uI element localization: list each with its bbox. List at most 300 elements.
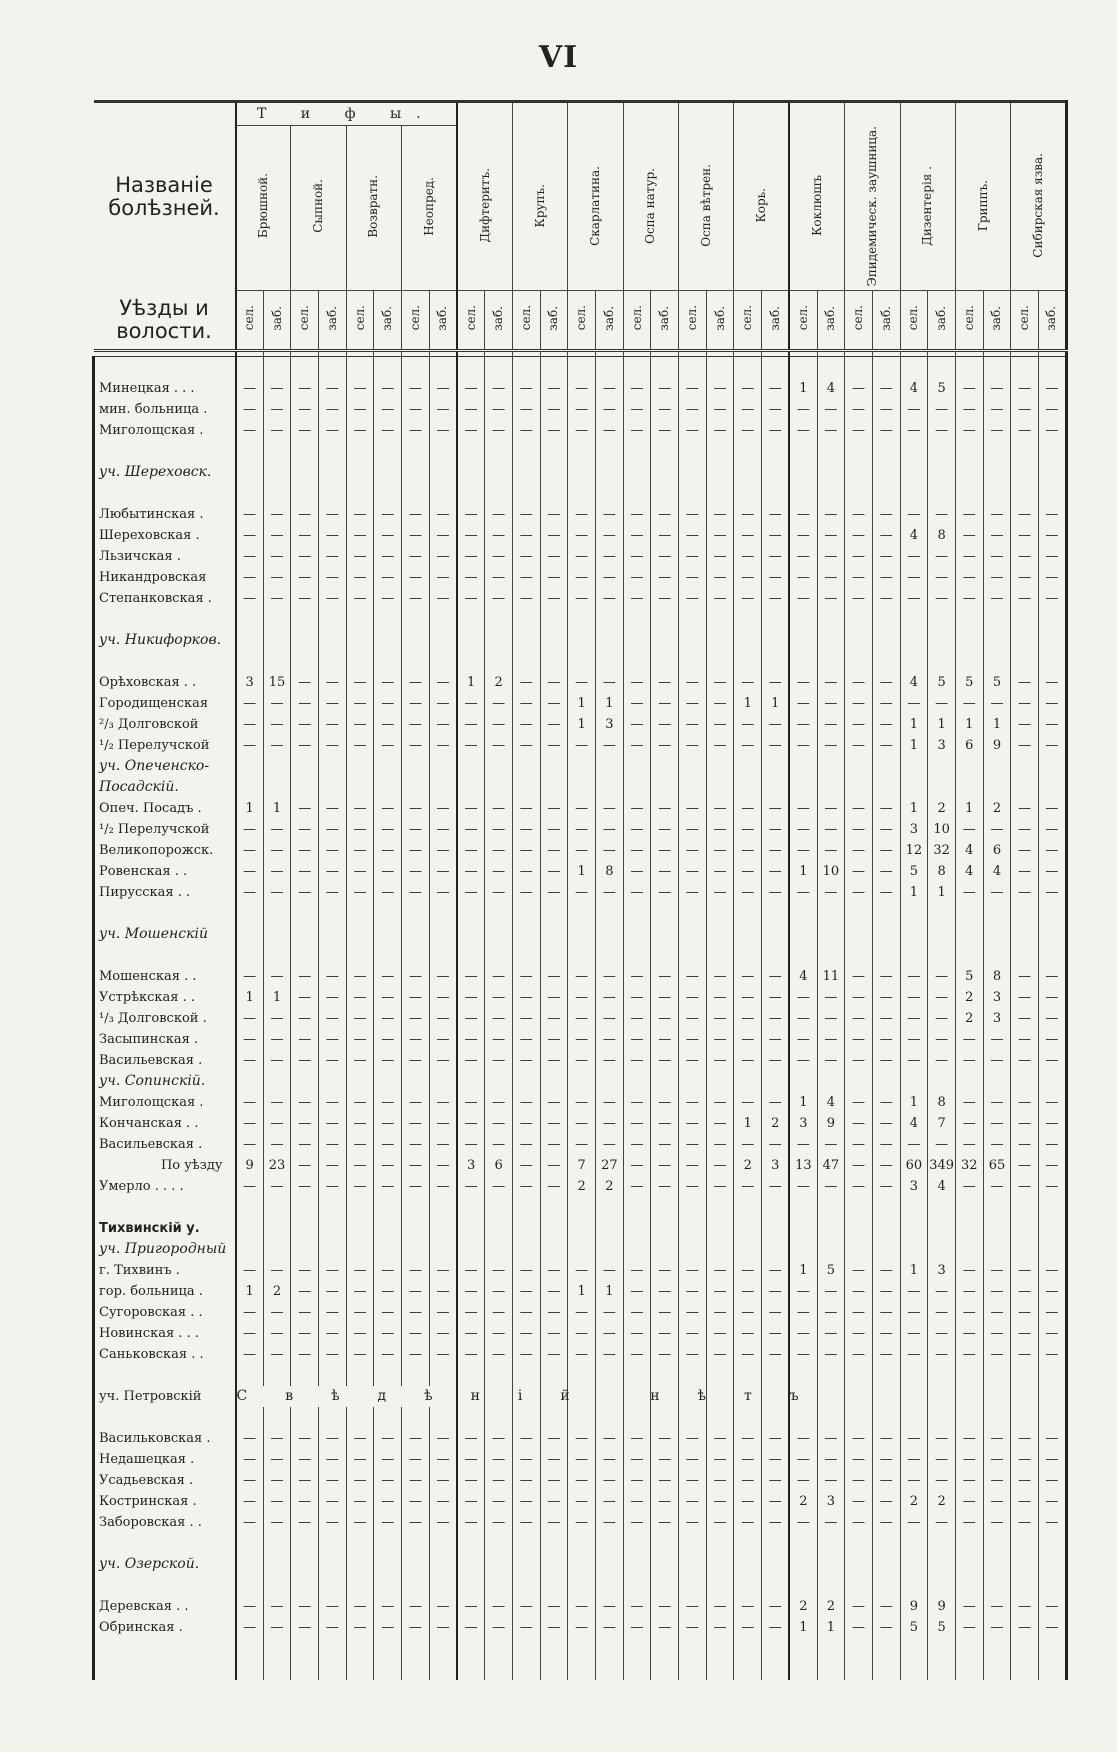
table-cell — [651, 1407, 679, 1428]
table-cell: — — [374, 1596, 402, 1617]
table-cell — [928, 777, 956, 798]
table-cell — [955, 483, 983, 504]
table-cell: — — [872, 567, 900, 588]
subheader-label: заб. — [324, 305, 339, 331]
table-cell: — — [983, 378, 1011, 399]
table-cell: — — [679, 1323, 707, 1344]
table-cell — [457, 903, 485, 924]
table-cell — [568, 945, 596, 966]
table-cell: — — [1011, 1176, 1039, 1197]
table-cell: 1 — [734, 1113, 762, 1134]
table-cell: — — [457, 1050, 485, 1071]
row-label: Деревская . . — [94, 1596, 236, 1617]
table-cell: 1 — [789, 861, 817, 882]
table-cell: 3 — [457, 1155, 485, 1176]
table-cell — [651, 924, 679, 945]
table-row — [94, 1281, 1067, 1302]
table-cell: 1 — [568, 1281, 596, 1302]
table-cell: — — [623, 798, 651, 819]
table-cell: — — [374, 588, 402, 609]
table-row — [94, 1302, 1067, 1323]
disease-name-header: Названіе болѣзней. — [108, 172, 220, 220]
table-cell — [512, 630, 540, 651]
table-cell: — — [1011, 1260, 1039, 1281]
table-cell: — — [623, 504, 651, 525]
row-label-empty — [94, 1575, 236, 1596]
table-cell: — — [679, 1428, 707, 1449]
table-cell — [651, 483, 679, 504]
table-cell: — — [706, 1449, 734, 1470]
table-cell — [540, 1554, 568, 1575]
table-cell — [457, 1071, 485, 1092]
table-cell — [955, 1575, 983, 1596]
table-cell: — — [291, 378, 319, 399]
table-cell: — — [319, 1428, 347, 1449]
table-cell — [789, 1071, 817, 1092]
row-label-empty — [94, 1638, 236, 1659]
table-cell: — — [346, 1134, 374, 1155]
spacer-row — [94, 945, 1067, 966]
table-cell — [596, 483, 624, 504]
table-cell: — — [706, 1155, 734, 1176]
table-cell — [346, 356, 374, 378]
section-header-row — [94, 462, 1067, 483]
table-cell: — — [734, 1470, 762, 1491]
table-cell: 2 — [955, 1008, 983, 1029]
table-cell — [485, 1533, 513, 1554]
table-cell — [1011, 945, 1039, 966]
table-cell: 1 — [900, 714, 928, 735]
table-cell — [1011, 777, 1039, 798]
table-cell — [1011, 609, 1039, 630]
table-cell: — — [1039, 966, 1067, 987]
table-cell: — — [679, 420, 707, 441]
table-cell — [319, 356, 347, 378]
table-cell: — — [596, 1302, 624, 1323]
table-cell — [983, 924, 1011, 945]
table-cell: 2 — [928, 1491, 956, 1512]
table-cell: — — [485, 588, 513, 609]
table-cell — [928, 756, 956, 777]
table-cell — [955, 1554, 983, 1575]
table-cell — [817, 1575, 845, 1596]
table-cell — [402, 651, 430, 672]
row-label: Устрѣкская . . — [94, 987, 236, 1008]
table-cell: — — [346, 1617, 374, 1638]
table-cell: 1 — [596, 693, 624, 714]
table-cell — [291, 1575, 319, 1596]
table-cell: — — [706, 1176, 734, 1197]
table-cell — [429, 483, 457, 504]
table-cell: — — [872, 987, 900, 1008]
table-cell — [263, 1575, 291, 1596]
table-cell: — — [623, 819, 651, 840]
table-cell: 1 — [900, 798, 928, 819]
table-cell — [540, 1659, 568, 1680]
table-cell — [485, 609, 513, 630]
row-label: Сугоровская . . — [94, 1302, 236, 1323]
table-cell — [1039, 1407, 1067, 1428]
table-cell: — — [596, 1323, 624, 1344]
table-cell — [263, 903, 291, 924]
table-cell: — — [263, 1323, 291, 1344]
header-top-spacer — [457, 102, 512, 126]
table-cell: — — [1039, 861, 1067, 882]
table-cell: — — [623, 1428, 651, 1449]
subheader-label: заб. — [491, 305, 506, 331]
table-cell: — — [319, 525, 347, 546]
table-cell: — — [429, 588, 457, 609]
table-cell: — — [263, 546, 291, 567]
table-cell — [651, 1239, 679, 1260]
table-cell: — — [928, 399, 956, 420]
table-cell: — — [429, 420, 457, 441]
row-label: Засыпинская . — [94, 1029, 236, 1050]
table-cell: — — [540, 672, 568, 693]
table-cell: — — [817, 1323, 845, 1344]
table-cell: — — [679, 1008, 707, 1029]
table-cell — [706, 1197, 734, 1218]
table-cell: — — [263, 504, 291, 525]
table-cell — [900, 756, 928, 777]
row-label: Никандровская — [94, 567, 236, 588]
table-cell — [734, 924, 762, 945]
table-cell: — — [291, 1260, 319, 1281]
table-cell: — — [1039, 840, 1067, 861]
table-cell: — — [872, 1323, 900, 1344]
table-cell: — — [346, 525, 374, 546]
table-cell: — — [955, 588, 983, 609]
table-cell — [346, 1554, 374, 1575]
table-cell: — — [568, 588, 596, 609]
table-cell: — — [872, 735, 900, 756]
table-cell: — — [900, 1050, 928, 1071]
table-cell: — — [1011, 1596, 1039, 1617]
table-cell: — — [651, 672, 679, 693]
table-cell: — — [374, 966, 402, 987]
row-label: По уѣзду — [94, 1155, 236, 1176]
table-cell — [845, 441, 873, 462]
table-cell — [955, 1218, 983, 1239]
table-cell: — — [762, 882, 790, 903]
table-cell: — — [540, 1512, 568, 1533]
table-cell — [429, 462, 457, 483]
table-cell: — — [900, 420, 928, 441]
table-cell: — — [706, 1596, 734, 1617]
row-label-empty — [94, 1407, 236, 1428]
table-row — [94, 1344, 1067, 1365]
table-cell — [1039, 945, 1067, 966]
header-top-spacer — [845, 102, 900, 126]
table-cell — [346, 609, 374, 630]
table-cell: — — [762, 1008, 790, 1029]
typhus-group-header: Т и ф ы. — [236, 102, 458, 126]
table-cell: — — [623, 1491, 651, 1512]
table-cell — [374, 777, 402, 798]
table-cell: — — [623, 588, 651, 609]
table-cell: — — [762, 567, 790, 588]
row-label: уч. Пригородный — [94, 1239, 236, 1260]
table-cell: — — [872, 1050, 900, 1071]
table-cell: — — [568, 546, 596, 567]
table-cell — [679, 1575, 707, 1596]
table-cell — [346, 756, 374, 777]
table-cell: 5 — [983, 672, 1011, 693]
table-cell: — — [568, 1029, 596, 1050]
table-cell — [872, 1575, 900, 1596]
table-cell: — — [319, 966, 347, 987]
table-cell — [928, 1533, 956, 1554]
table-cell: — — [651, 1617, 679, 1638]
table-cell — [872, 1197, 900, 1218]
table-cell: 3 — [928, 1260, 956, 1281]
table-cell: — — [1011, 735, 1039, 756]
table-cell: — — [429, 1113, 457, 1134]
table-cell: — — [374, 882, 402, 903]
table-cell — [651, 630, 679, 651]
table-cell: — — [374, 504, 402, 525]
table-cell: — — [485, 1323, 513, 1344]
table-cell: — — [1011, 504, 1039, 525]
table-cell: — — [983, 525, 1011, 546]
table-cell: — — [485, 1470, 513, 1491]
table-cell: — — [319, 1008, 347, 1029]
table-cell — [263, 483, 291, 504]
table-cell: — — [429, 1491, 457, 1512]
table-cell: — — [845, 1617, 873, 1638]
table-row — [94, 1617, 1067, 1638]
table-cell: — — [762, 987, 790, 1008]
table-cell: — — [596, 1260, 624, 1281]
table-cell — [568, 1575, 596, 1596]
table-cell: — — [872, 525, 900, 546]
table-cell: 8 — [983, 966, 1011, 987]
table-cell: — — [955, 1176, 983, 1197]
table-cell — [872, 1071, 900, 1092]
table-cell: — — [512, 1323, 540, 1344]
table-cell: — — [512, 966, 540, 987]
table-cell — [568, 1365, 596, 1386]
subheader-cases — [485, 290, 513, 350]
table-cell — [291, 1071, 319, 1092]
table-cell: — — [540, 525, 568, 546]
disease-header — [291, 126, 346, 291]
row-label: ¹/₃ Долговской . — [94, 1008, 236, 1029]
table-cell: — — [623, 1050, 651, 1071]
table-cell: — — [319, 1260, 347, 1281]
table-cell: 1 — [900, 735, 928, 756]
table-row — [94, 1092, 1067, 1113]
table-cell: — — [374, 1281, 402, 1302]
table-cell: — — [706, 672, 734, 693]
table-cell — [928, 1365, 956, 1386]
table-cell — [872, 441, 900, 462]
subheader-label: сел. — [684, 305, 699, 331]
table-cell — [429, 1533, 457, 1554]
table-cell — [596, 903, 624, 924]
table-cell: — — [346, 819, 374, 840]
table-cell — [734, 1533, 762, 1554]
table-cell — [402, 609, 430, 630]
table-cell — [596, 1218, 624, 1239]
subheader-label: сел. — [740, 305, 755, 331]
table-cell — [900, 903, 928, 924]
table-cell: — — [762, 1176, 790, 1197]
table-cell — [900, 1071, 928, 1092]
table-cell — [762, 903, 790, 924]
table-cell: — — [319, 1113, 347, 1134]
table-cell: — — [236, 567, 264, 588]
table-cell: — — [346, 1491, 374, 1512]
table-cell: — — [789, 1008, 817, 1029]
table-cell: — — [457, 1344, 485, 1365]
table-cell — [596, 1407, 624, 1428]
table-cell: — — [1011, 1281, 1039, 1302]
table-cell: — — [706, 1113, 734, 1134]
row-label: уч. Никифорков. — [94, 630, 236, 651]
table-cell — [291, 1533, 319, 1554]
row-label: Костринская . — [94, 1491, 236, 1512]
row-label: Васильковская . — [94, 1428, 236, 1449]
row-label: Обринская . — [94, 1617, 236, 1638]
table-cell — [596, 1659, 624, 1680]
table-cell — [346, 630, 374, 651]
table-cell — [263, 1638, 291, 1659]
table-cell: — — [845, 735, 873, 756]
table-cell: — — [540, 399, 568, 420]
table-row — [94, 987, 1067, 1008]
table-cell — [429, 924, 457, 945]
table-cell: — — [955, 420, 983, 441]
table-cell: — — [568, 1512, 596, 1533]
table-cell: — — [651, 1050, 679, 1071]
table-cell: — — [651, 714, 679, 735]
table-cell — [319, 609, 347, 630]
table-cell: — — [679, 735, 707, 756]
table-cell — [512, 651, 540, 672]
table-cell — [429, 356, 457, 378]
table-cell — [734, 1407, 762, 1428]
table-cell: — — [596, 1008, 624, 1029]
table-cell: — — [845, 1050, 873, 1071]
table-row — [94, 1008, 1067, 1029]
table-cell: — — [236, 1113, 264, 1134]
table-cell: — — [596, 567, 624, 588]
table-cell — [983, 777, 1011, 798]
table-cell: — — [983, 399, 1011, 420]
subheader-cases — [596, 290, 624, 350]
table-cell: — — [1011, 588, 1039, 609]
table-cell: — — [651, 378, 679, 399]
table-cell: — — [817, 798, 845, 819]
table-cell: — — [623, 1323, 651, 1344]
table-cell — [706, 1071, 734, 1092]
subheader-villages — [845, 290, 873, 350]
table-cell — [402, 1407, 430, 1428]
table-cell — [983, 1533, 1011, 1554]
table-cell — [983, 1239, 1011, 1260]
subheader-label: заб. — [878, 305, 893, 331]
table-cell: — — [789, 420, 817, 441]
table-cell: 2 — [734, 1155, 762, 1176]
table-cell — [900, 1239, 928, 1260]
table-cell: — — [623, 420, 651, 441]
table-cell: — — [623, 1512, 651, 1533]
table-cell: — — [402, 1470, 430, 1491]
table-cell — [734, 356, 762, 378]
table-cell: — — [955, 1281, 983, 1302]
table-cell — [983, 1407, 1011, 1428]
table-cell: — — [734, 966, 762, 987]
table-cell: — — [291, 1134, 319, 1155]
table-cell — [1039, 1659, 1067, 1680]
table-cell — [374, 1197, 402, 1218]
table-cell: — — [374, 819, 402, 840]
header-top-spacer — [1011, 102, 1066, 126]
table-cell: — — [983, 1470, 1011, 1491]
table-cell: 1 — [734, 693, 762, 714]
row-label-empty — [94, 1365, 236, 1386]
table-cell — [1011, 1239, 1039, 1260]
table-cell — [679, 1533, 707, 1554]
table-cell — [346, 1197, 374, 1218]
table-cell: — — [872, 840, 900, 861]
table-cell: — — [1011, 714, 1039, 735]
table-cell — [596, 924, 624, 945]
table-cell — [789, 1533, 817, 1554]
table-cell: — — [789, 1281, 817, 1302]
table-cell: — — [762, 1281, 790, 1302]
table-cell — [236, 1365, 264, 1386]
table-cell: — — [1011, 840, 1039, 861]
table-cell: — — [1039, 693, 1067, 714]
subheader-cases — [983, 290, 1011, 350]
subheader-label: сел. — [407, 305, 422, 331]
table-cell: — — [679, 1155, 707, 1176]
table-cell — [263, 945, 291, 966]
table-cell: — — [319, 546, 347, 567]
table-cell: — — [872, 714, 900, 735]
table-cell: — — [596, 1512, 624, 1533]
table-cell: — — [623, 693, 651, 714]
table-cell: — — [872, 861, 900, 882]
table-row — [94, 567, 1067, 588]
table-cell: — — [512, 1281, 540, 1302]
table-cell — [872, 1554, 900, 1575]
table-cell: — — [402, 693, 430, 714]
table-cell — [291, 651, 319, 672]
table-cell: — — [679, 987, 707, 1008]
table-cell: — — [817, 1449, 845, 1470]
header-top-spacer — [623, 102, 678, 126]
table-cell: — — [291, 714, 319, 735]
table-cell — [679, 924, 707, 945]
table-cell — [1039, 630, 1067, 651]
table-cell — [789, 924, 817, 945]
table-cell: — — [762, 1617, 790, 1638]
table-cell — [845, 777, 873, 798]
table-cell: 2 — [485, 672, 513, 693]
table-cell — [485, 630, 513, 651]
table-cell: — — [236, 1512, 264, 1533]
table-cell — [817, 356, 845, 378]
table-cell: — — [596, 504, 624, 525]
table-cell — [596, 777, 624, 798]
table-cell: — — [291, 546, 319, 567]
row-label: Умерло . . . . — [94, 1176, 236, 1197]
table-cell: — — [291, 1596, 319, 1617]
table-cell: 4 — [983, 861, 1011, 882]
